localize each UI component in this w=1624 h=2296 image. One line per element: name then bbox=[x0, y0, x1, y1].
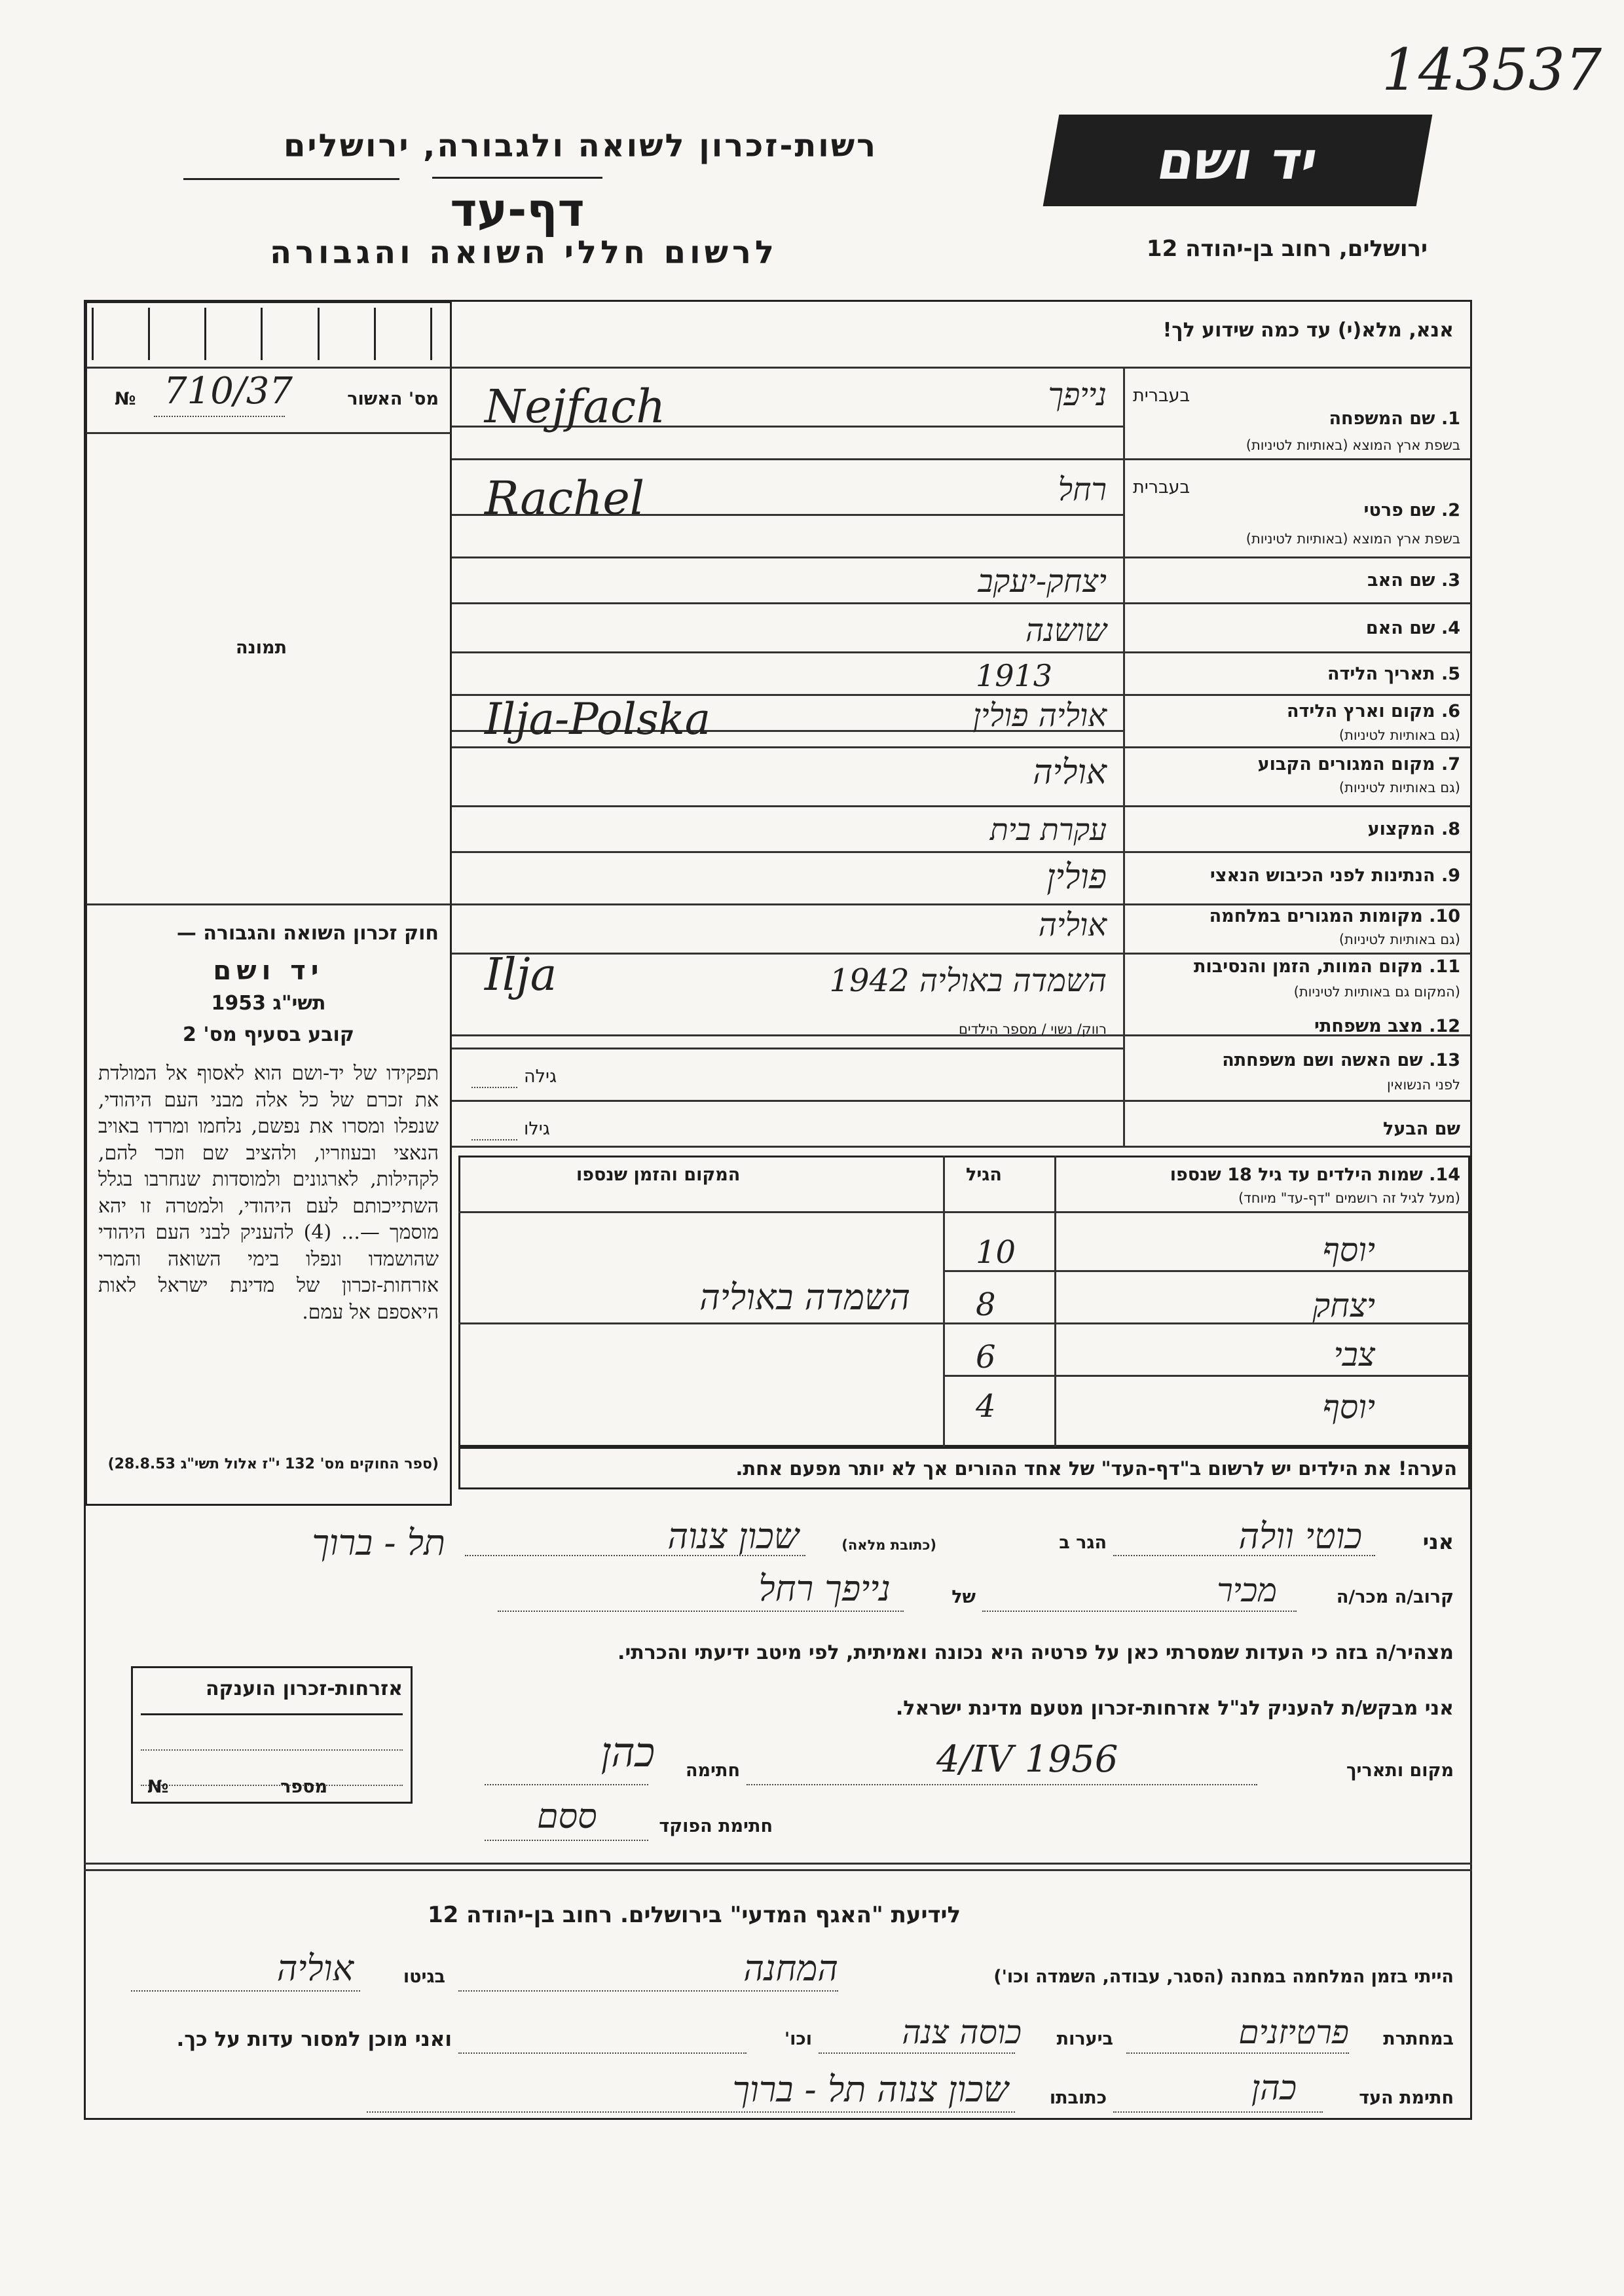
spouse-label: שם האשה ושם משפחתה bbox=[1222, 1050, 1423, 1070]
profession-value: עקרת בית bbox=[989, 812, 1107, 847]
nationality-value: פולין bbox=[1046, 858, 1107, 897]
registration-no-sign: № bbox=[115, 389, 136, 409]
info-etc: וכו' bbox=[784, 2029, 812, 2049]
spouse-num: 13. bbox=[1429, 1050, 1460, 1070]
nationality-num: 9. bbox=[1441, 866, 1460, 886]
wartime-places-label: מקומות המגורים במלחמה bbox=[1209, 906, 1423, 926]
birth-place-note: (גם באותיות לטיניות) bbox=[1338, 727, 1460, 743]
children-place-value: השמדה באוליה bbox=[699, 1277, 910, 1318]
registration-number: 710/37 bbox=[164, 370, 293, 412]
residence-value: אוליה bbox=[1033, 753, 1107, 792]
child-age: 6 bbox=[976, 1339, 996, 1376]
residence-note: (גם באותיות לטיניות) bbox=[1338, 780, 1460, 795]
wartime-places-value: אוליה bbox=[1038, 907, 1107, 943]
husband-label: שם הבעל bbox=[1382, 1119, 1460, 1139]
declarant-resides: הגר ב bbox=[1059, 1533, 1107, 1553]
info-title: לידיעת "האגף המדעי" בירושלים. רחוב בן-יהודה 12 bbox=[427, 1902, 961, 1928]
child-name: יוסף bbox=[1322, 1388, 1375, 1426]
children-remark: הערה! את הילדים יש לרשום ב"דף-העד" של אחד ההורים אך לא יותר מפעם אחת. bbox=[735, 1457, 1457, 1480]
children-num: 14. bbox=[1429, 1165, 1460, 1185]
child-name: יוסף bbox=[1322, 1231, 1375, 1269]
child-name: צבי bbox=[1333, 1336, 1375, 1374]
family-status-num: 12. bbox=[1429, 1016, 1460, 1036]
children-note: (מעל לגיל זה רושמים "דף-עד" מיוחד) bbox=[1238, 1190, 1460, 1206]
surname-num: 1. bbox=[1441, 409, 1460, 429]
child-age: 4 bbox=[976, 1388, 996, 1425]
death-heb-value: השמדה באוליה 1942 bbox=[829, 962, 1107, 999]
officer-signature-label: חתימת הפוקד bbox=[659, 1816, 773, 1836]
info-ghetto-value: אוליה bbox=[276, 1948, 354, 1989]
declarant-address: שכון צנוה bbox=[667, 1516, 799, 1557]
declarant-address-label: (כתובת מלאה) bbox=[841, 1537, 936, 1553]
death-num: 11. bbox=[1429, 957, 1460, 977]
wartime-places-note: (גם באותיות לטיניות) bbox=[1338, 932, 1460, 947]
law-source: (ספר החוקים מס' 132 י"ז אלול תשי"ג 28.8.53) bbox=[107, 1456, 439, 1472]
surname-latin-value: Nejfach bbox=[485, 380, 666, 433]
given-note: בשפת ארץ המוצא (באותיות לטיניות) bbox=[1246, 531, 1460, 547]
info-ghetto-label: בגיטו bbox=[403, 1967, 445, 1987]
declarant-statement: מצהיר/ה בזה כי העדות שמסרתי כאן על פרטיה היא נכונה ואמיתית, לפי מיטב ידיעתי והכרתי. bbox=[618, 1641, 1454, 1664]
law-name: יד ושם bbox=[213, 956, 324, 986]
citizenship-number-label: מספר bbox=[280, 1777, 327, 1797]
info-camp-value: המחנה bbox=[743, 1948, 838, 1989]
mother-value: שושנה bbox=[1025, 612, 1107, 649]
profession-label: המקצוע bbox=[1367, 819, 1435, 839]
father-num: 3. bbox=[1441, 570, 1460, 591]
form-title: דף-עד bbox=[450, 183, 585, 237]
given-latin-value: Rachel bbox=[485, 471, 645, 525]
birth-place-num: 6. bbox=[1441, 701, 1460, 721]
birth-date-value: 1913 bbox=[976, 658, 1053, 693]
yad-vashem-logo: יד ושם bbox=[1043, 115, 1433, 206]
registration-label: מס' האשור bbox=[347, 389, 439, 409]
witness-signature: כהן bbox=[1251, 2069, 1297, 2108]
witness-signature-label: חתימת העד bbox=[1359, 2088, 1454, 2108]
death-note: (המקום גם באותיות לטיניות) bbox=[1293, 984, 1460, 1000]
profession-num: 8. bbox=[1441, 819, 1460, 839]
archive-number: 143537 bbox=[1382, 36, 1602, 103]
place-date-label: מקום ותאריך bbox=[1346, 1760, 1454, 1781]
surname-label: שם המשפחה bbox=[1329, 409, 1435, 429]
children-place-header: המקום והזמן שנספו bbox=[576, 1165, 741, 1185]
spouse-age-label: גילה bbox=[524, 1066, 557, 1087]
given-heb-value: רחל bbox=[1058, 471, 1107, 508]
surname-heb-value: נייפך bbox=[1048, 376, 1107, 413]
info-hideout-label: במחתרת bbox=[1383, 2029, 1454, 2049]
mother-label: שם האם bbox=[1365, 618, 1435, 638]
family-status-options: רווק/ נשוי / מספר הילדים bbox=[958, 1021, 1107, 1037]
nationality-label: הנתינות לפני הכיבוש הנאצי bbox=[1209, 866, 1435, 886]
children-age-header: הגיל bbox=[966, 1165, 1002, 1185]
residence-num: 7. bbox=[1441, 754, 1460, 774]
citizenship-no-sign: № bbox=[147, 1777, 169, 1797]
birth-place-latin-value: Ilja-Polska bbox=[485, 694, 711, 744]
child-age: 10 bbox=[976, 1234, 1016, 1271]
declarant-relative-label: קרוב/ה מכר/ה bbox=[1336, 1587, 1454, 1607]
surname-note: בשפת ארץ המוצא (באותיות לטיניות) bbox=[1246, 437, 1460, 453]
father-value: יצחק-יעקב bbox=[978, 563, 1107, 600]
children-label: שמות הילדים עד גיל 18 שנספו bbox=[1170, 1165, 1423, 1185]
declarant-of: של bbox=[951, 1587, 976, 1607]
witness-address: שכון צנוה תל - ברוך bbox=[732, 2069, 1008, 2110]
declarant-name: כוטי וולה bbox=[1238, 1516, 1362, 1557]
birth-date-num: 5. bbox=[1441, 664, 1460, 684]
law-year: תשי"ג 1953 bbox=[211, 992, 326, 1015]
header-address: ירושלים, רחוב בן-יהודה 12 bbox=[1146, 236, 1428, 262]
info-forest-value: כוסה צנה bbox=[902, 2013, 1022, 2051]
declarant-relation: מכיר bbox=[1217, 1571, 1277, 1609]
place-date-value: 4/IV 1956 bbox=[936, 1738, 1118, 1781]
intro-text: אנא, מלא(י) עד כמה שידוע לך! bbox=[1162, 319, 1454, 342]
father-label: שם האב bbox=[1367, 570, 1435, 591]
law-body: תפקידו של יד-ושם הוא לאסוף אל המולדת את זכרם של כל אלה מבני העם היהודי, שנפלו ומסרו את נפשם, נלחמו ומרדו באויב הנאצי ובעוזריו, ולהציב שם וזכר להם, לקהילות, לארגונים ולמוסדות שנחרבו בגלל השתייכותם לעם היהודי, ולמטרה זו יהא מוסמך —... (4) להעניק לבני העם היהודי שהושמדו ונפלו בימי השואה והמרי אזרחות-זכרון של מדינת ישראל לאות היאספם אל עמם. bbox=[98, 1062, 439, 1324]
law-title: חוק זכרון השואה והגבורה — bbox=[176, 922, 439, 945]
birth-place-label: מקום וארץ הלידה bbox=[1286, 701, 1435, 721]
child-name: יצחק bbox=[1312, 1286, 1375, 1324]
child-age: 8 bbox=[976, 1286, 996, 1323]
photo-label: תמונה bbox=[236, 638, 287, 658]
witness-address-label: כתובתו bbox=[1049, 2088, 1107, 2108]
given-heb-tag: בעברית bbox=[1133, 477, 1190, 498]
wartime-places-num: 10. bbox=[1429, 906, 1460, 926]
signature-label: חתימה bbox=[685, 1760, 740, 1781]
form-subtitle: לרשום חללי השואה והגבורה bbox=[270, 234, 778, 271]
death-label: מקום המוות, הזמן והנסיבות bbox=[1194, 957, 1423, 977]
husband-age-label: גילו bbox=[524, 1119, 550, 1139]
family-status-label: מצב משפחתי bbox=[1314, 1016, 1423, 1036]
birth-date-label: תאריך הלידה bbox=[1327, 664, 1435, 684]
spouse-note: לפני הנשואין bbox=[1386, 1077, 1460, 1093]
given-num: 2. bbox=[1441, 500, 1460, 520]
declarant-of-name: נייפך רחל bbox=[758, 1568, 891, 1609]
given-label: שם פרטי bbox=[1363, 500, 1435, 520]
info-forest-label: ביערות bbox=[1056, 2029, 1113, 2049]
declarant-request: אני מבקש/ת להעניק לנ"ל אזרחות-זכרון מטעם מדינת ישראל. bbox=[895, 1697, 1454, 1720]
surname-heb-tag: בעברית bbox=[1133, 386, 1190, 406]
officer-signature: ססם bbox=[537, 1797, 597, 1836]
declarant-ani: אני bbox=[1422, 1529, 1454, 1554]
law-section: קובע בסעיף מס' 2 bbox=[183, 1023, 354, 1046]
info-camp-label: הייתי בזמן המלחמה במחנה (הסגר, עבודה, השמדה וכו') bbox=[993, 1967, 1454, 1987]
declarant-city: תל - ברוך bbox=[312, 1522, 445, 1563]
mother-num: 4. bbox=[1441, 618, 1460, 638]
signature-value: כהן bbox=[600, 1728, 655, 1776]
info-ready: ואני מוכן למסור עדות על כך. bbox=[176, 2028, 452, 2051]
authority-line: רשות-זכרון לשואה ולגבורה, ירושלים bbox=[283, 128, 877, 164]
info-hideout-value: פרטיזנים bbox=[1238, 2013, 1349, 2051]
residence-label: מקום המגורים הקבוע bbox=[1257, 754, 1435, 774]
birth-place-heb-value: אוליה פולין bbox=[972, 697, 1107, 734]
citizenship-title: אזרחות-זכרון הוענקה bbox=[205, 1677, 403, 1700]
death-latin-value: Ilja bbox=[485, 949, 557, 1001]
